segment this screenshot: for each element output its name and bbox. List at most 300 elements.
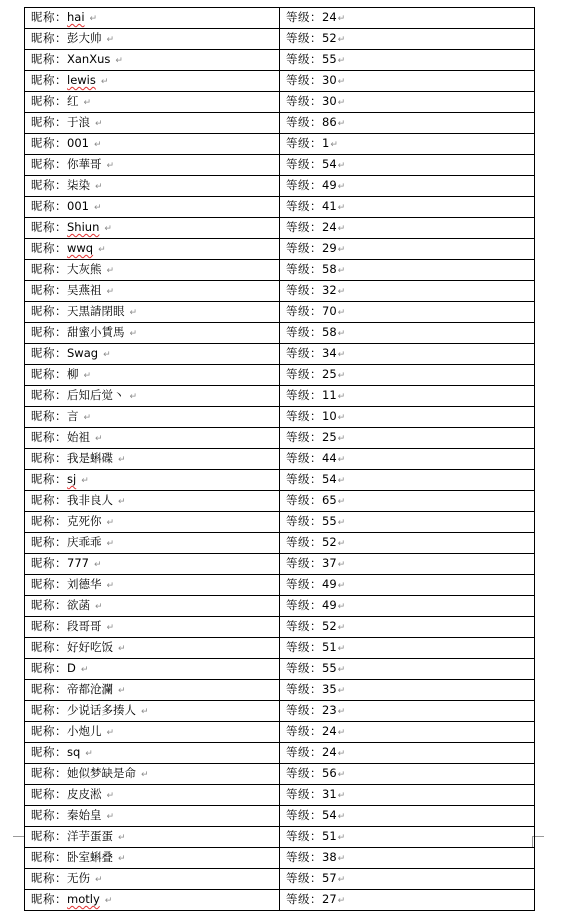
paragraph-mark-icon: ↵ (106, 161, 115, 171)
nickname-value: 吴燕祖 (67, 283, 102, 297)
nickname-cell[interactable] (25, 491, 280, 512)
nickname-label: 昵称： (31, 325, 67, 339)
level-value: 34 (322, 346, 337, 360)
level-cell[interactable] (280, 764, 535, 785)
nickname-value: sj (67, 472, 77, 486)
paragraph-mark-icon: ↵ (106, 539, 115, 549)
level-cell[interactable] (280, 50, 535, 71)
table-row (25, 617, 535, 638)
level-value: 65 (322, 493, 337, 507)
nickname-cell[interactable] (25, 29, 280, 50)
table-row (25, 701, 535, 722)
nickname-cell[interactable] (25, 617, 280, 638)
nickname-label: 昵称： (31, 73, 67, 87)
paragraph-mark-icon: ↵ (337, 812, 346, 822)
crop-mark (13, 836, 24, 837)
level-cell[interactable] (280, 386, 535, 407)
paragraph-mark-icon: ↵ (95, 182, 103, 192)
level-value: 30 (322, 94, 337, 108)
paragraph-mark-icon: ↵ (141, 707, 149, 717)
nickname-label: 昵称： (31, 787, 67, 801)
paragraph-mark-icon: ↵ (106, 581, 115, 591)
paragraph-mark-icon: ↵ (337, 203, 346, 213)
level-cell[interactable] (280, 323, 535, 344)
nickname-cell[interactable] (25, 407, 280, 428)
nickname-cell[interactable] (25, 743, 280, 764)
level-cell[interactable] (280, 512, 535, 533)
player-table (24, 7, 535, 911)
nickname-value: 001 (67, 199, 89, 213)
paragraph-mark-icon: ↵ (118, 455, 126, 465)
nickname-label: 昵称： (31, 871, 67, 885)
table-row (25, 71, 535, 92)
nickname-value: 天黒請閉眼 (67, 304, 125, 318)
table-row (25, 554, 535, 575)
nickname-label: 昵称： (31, 262, 67, 276)
nickname-label: 昵称： (31, 199, 67, 213)
paragraph-mark-icon: ↵ (337, 350, 346, 360)
nickname-label: 昵称： (31, 514, 67, 528)
level-label: 等级： (286, 829, 322, 843)
nickname-cell[interactable] (25, 260, 280, 281)
nickname-value: 柳 (67, 367, 79, 381)
table-row (25, 428, 535, 449)
nickname-cell[interactable] (25, 512, 280, 533)
table-row (25, 470, 535, 491)
level-cell[interactable] (280, 407, 535, 428)
nickname-cell[interactable] (25, 680, 280, 701)
nickname-label: 昵称： (31, 94, 67, 108)
nickname-label: 昵称： (31, 640, 67, 654)
nickname-cell[interactable] (25, 155, 280, 176)
level-label: 等级： (286, 535, 322, 549)
nickname-value: wwq (67, 241, 94, 255)
level-cell[interactable] (280, 575, 535, 596)
level-label: 等级： (286, 577, 322, 591)
level-cell[interactable] (280, 554, 535, 575)
nickname-value: 秦始皇 (67, 808, 102, 822)
paragraph-mark-icon: ↵ (337, 434, 346, 444)
level-label: 等级： (286, 619, 322, 633)
level-cell[interactable] (280, 596, 535, 617)
level-cell[interactable] (280, 827, 535, 848)
table-row (25, 134, 535, 155)
paragraph-mark-icon: ↵ (337, 749, 346, 759)
paragraph-mark-icon: ↵ (81, 476, 89, 486)
level-label: 等级： (286, 514, 322, 528)
nickname-label: 昵称： (31, 31, 67, 45)
level-cell[interactable] (280, 470, 535, 491)
table-row (25, 512, 535, 533)
nickname-value: 段哥哥 (67, 619, 102, 633)
level-label: 等级： (286, 136, 322, 150)
level-cell[interactable] (280, 743, 535, 764)
table-row (25, 596, 535, 617)
level-value: 55 (322, 661, 337, 675)
table-row (25, 638, 535, 659)
paragraph-mark-icon: ↵ (93, 560, 102, 570)
paragraph-mark-icon: ↵ (106, 791, 115, 801)
nickname-label: 昵称： (31, 220, 67, 234)
nickname-cell[interactable] (25, 848, 280, 869)
nickname-cell[interactable] (25, 281, 280, 302)
level-cell[interactable] (280, 71, 535, 92)
level-label: 等级： (286, 598, 322, 612)
nickname-value: 克死你 (67, 514, 102, 528)
nickname-label: 昵称： (31, 724, 67, 738)
nickname-label: 昵称： (31, 850, 67, 864)
level-label: 等级： (286, 682, 322, 696)
table-row (25, 449, 535, 470)
paragraph-mark-icon: ↵ (98, 245, 106, 255)
paragraph-mark-icon: ↵ (337, 539, 346, 549)
nickname-cell[interactable] (25, 71, 280, 92)
nickname-cell[interactable] (25, 701, 280, 722)
nickname-cell[interactable] (25, 92, 280, 113)
paragraph-mark-icon: ↵ (337, 896, 346, 906)
paragraph-mark-icon: ↵ (337, 497, 346, 507)
nickname-value: 卧室蝌叠 (67, 850, 113, 864)
paragraph-mark-icon: ↵ (129, 329, 138, 339)
nickname-cell[interactable] (25, 575, 280, 596)
level-label: 等级： (286, 283, 322, 297)
paragraph-mark-icon: ↵ (104, 224, 112, 234)
table-row (25, 890, 535, 911)
nickname-cell[interactable] (25, 197, 280, 218)
table-row (25, 659, 535, 680)
level-cell[interactable] (280, 29, 535, 50)
level-label: 等级： (286, 262, 322, 276)
level-label: 等级： (286, 220, 322, 234)
level-cell[interactable] (280, 449, 535, 470)
table-row (25, 92, 535, 113)
paragraph-mark-icon: ↵ (106, 623, 115, 633)
paragraph-mark-icon: ↵ (337, 371, 346, 381)
nickname-label: 昵称： (31, 556, 67, 570)
nickname-label: 昵称： (31, 829, 67, 843)
nickname-cell[interactable] (25, 470, 280, 491)
level-label: 等级： (286, 472, 322, 486)
level-value: 54 (322, 157, 337, 171)
level-cell[interactable] (280, 155, 535, 176)
paragraph-mark-icon: ↵ (141, 770, 149, 780)
table-row (25, 260, 535, 281)
nickname-cell[interactable] (25, 764, 280, 785)
nickname-cell[interactable] (25, 890, 280, 911)
nickname-value: 彭大帅 (67, 31, 102, 45)
nickname-cell[interactable] (25, 449, 280, 470)
paragraph-mark-icon: ↵ (95, 602, 103, 612)
table-row (25, 365, 535, 386)
level-value: 38 (322, 850, 337, 864)
level-cell[interactable] (280, 428, 535, 449)
nickname-cell[interactable] (25, 239, 280, 260)
paragraph-mark-icon: ↵ (337, 602, 346, 612)
nickname-cell[interactable] (25, 365, 280, 386)
paragraph-mark-icon: ↵ (337, 791, 346, 801)
nickname-value: XanXus (67, 52, 111, 66)
nickname-cell[interactable] (25, 869, 280, 890)
nickname-value: 帝都沧瀾 (67, 682, 113, 696)
level-cell[interactable] (280, 638, 535, 659)
nickname-cell[interactable] (25, 659, 280, 680)
level-label: 等级： (286, 94, 322, 108)
table-row (25, 323, 535, 344)
nickname-cell[interactable] (25, 113, 280, 134)
nickname-cell[interactable] (25, 638, 280, 659)
nickname-label: 昵称： (31, 745, 67, 759)
level-label: 等级： (286, 325, 322, 339)
level-cell[interactable] (280, 617, 535, 638)
level-value: 24 (322, 724, 337, 738)
nickname-cell[interactable] (25, 533, 280, 554)
nickname-cell[interactable] (25, 344, 280, 365)
paragraph-mark-icon: ↵ (106, 812, 115, 822)
nickname-cell[interactable] (25, 323, 280, 344)
level-value: 49 (322, 598, 337, 612)
level-cell[interactable] (280, 218, 535, 239)
paragraph-mark-icon: ↵ (337, 833, 346, 843)
nickname-value: motly (67, 892, 100, 906)
nickname-value: 洋芋蛋蛋 (67, 829, 113, 843)
nickname-value: 好好吃饭 (67, 640, 113, 654)
paragraph-mark-icon: ↵ (337, 14, 346, 24)
nickname-label: 昵称： (31, 367, 67, 381)
level-value: 70 (322, 304, 337, 318)
paragraph-mark-icon: ↵ (337, 98, 346, 108)
paragraph-mark-icon: ↵ (83, 98, 92, 108)
level-label: 等级： (286, 493, 322, 507)
level-value: 54 (322, 472, 337, 486)
nickname-value: 言 (67, 409, 79, 423)
nickname-cell[interactable] (25, 50, 280, 71)
nickname-cell[interactable] (25, 8, 280, 29)
level-label: 等级： (286, 451, 322, 465)
paragraph-mark-icon: ↵ (89, 14, 98, 24)
nickname-cell[interactable] (25, 386, 280, 407)
level-cell[interactable] (280, 134, 535, 155)
paragraph-mark-icon: ↵ (337, 413, 346, 423)
nickname-label: 昵称： (31, 766, 67, 780)
level-cell[interactable] (280, 785, 535, 806)
table-row (25, 197, 535, 218)
table-row (25, 302, 535, 323)
paragraph-mark-icon: ↵ (337, 644, 346, 654)
level-label: 等级： (286, 10, 322, 24)
paragraph-mark-icon: ↵ (95, 875, 103, 885)
paragraph-mark-icon: ↵ (129, 392, 138, 402)
level-label: 等级： (286, 850, 322, 864)
level-cell[interactable] (280, 533, 535, 554)
nickname-cell[interactable] (25, 428, 280, 449)
level-label: 等级： (286, 430, 322, 444)
level-label: 等级： (286, 556, 322, 570)
level-value: 49 (322, 577, 337, 591)
level-cell[interactable] (280, 239, 535, 260)
nickname-label: 昵称： (31, 388, 67, 402)
table-row (25, 785, 535, 806)
table-row (25, 281, 535, 302)
level-cell[interactable] (280, 197, 535, 218)
nickname-cell[interactable] (25, 596, 280, 617)
paragraph-mark-icon: ↵ (337, 581, 346, 591)
paragraph-mark-icon: ↵ (337, 707, 346, 717)
table-row (25, 743, 535, 764)
paragraph-mark-icon: ↵ (80, 665, 89, 675)
nickname-label: 昵称： (31, 430, 67, 444)
level-value: 32 (322, 283, 337, 297)
level-cell[interactable] (280, 806, 535, 827)
paragraph-mark-icon: ↵ (337, 728, 346, 738)
nickname-label: 昵称： (31, 178, 67, 192)
level-cell[interactable] (280, 281, 535, 302)
paragraph-mark-icon: ↵ (106, 35, 115, 45)
level-value: 51 (322, 640, 337, 654)
table-row (25, 827, 535, 848)
paragraph-mark-icon: ↵ (83, 371, 92, 381)
paragraph-mark-icon: ↵ (337, 665, 346, 675)
nickname-cell[interactable] (25, 785, 280, 806)
nickname-label: 昵称： (31, 682, 67, 696)
nickname-value: 少说话多揍人 (67, 703, 136, 717)
paragraph-mark-icon: ↵ (337, 455, 346, 465)
nickname-value: 甜蜜小賃馬 (67, 325, 125, 339)
level-cell[interactable] (280, 869, 535, 890)
nickname-label: 昵称： (31, 346, 67, 360)
table-row (25, 533, 535, 554)
level-cell[interactable] (280, 176, 535, 197)
nickname-cell[interactable] (25, 218, 280, 239)
paragraph-mark-icon: ↵ (337, 476, 346, 486)
level-label: 等级： (286, 304, 322, 318)
nickname-cell[interactable] (25, 176, 280, 197)
level-cell[interactable] (280, 92, 535, 113)
level-label: 等级： (286, 52, 322, 66)
level-value: 57 (322, 871, 337, 885)
level-value: 55 (322, 514, 337, 528)
level-value: 58 (322, 325, 337, 339)
paragraph-mark-icon: ↵ (337, 224, 346, 234)
nickname-value: 我是蝌碟 (67, 451, 113, 465)
nickname-label: 昵称： (31, 619, 67, 633)
paragraph-mark-icon: ↵ (106, 287, 115, 297)
paragraph-mark-icon: ↵ (337, 686, 346, 696)
nickname-cell[interactable] (25, 722, 280, 743)
level-cell[interactable] (280, 302, 535, 323)
nickname-value: 柒染 (67, 178, 90, 192)
player-table-body (25, 8, 535, 911)
nickname-value: 庆乖乖 (67, 535, 102, 549)
level-label: 等级： (286, 808, 322, 822)
table-row (25, 407, 535, 428)
paragraph-mark-icon: ↵ (118, 686, 126, 696)
nickname-label: 昵称： (31, 304, 67, 318)
level-label: 等级： (286, 640, 322, 654)
level-cell[interactable] (280, 680, 535, 701)
paragraph-mark-icon: ↵ (337, 266, 346, 276)
nickname-value: 001 (67, 136, 89, 150)
nickname-label: 昵称： (31, 892, 67, 906)
nickname-label: 昵称： (31, 472, 67, 486)
table-row (25, 29, 535, 50)
table-row (25, 8, 535, 29)
level-cell[interactable] (280, 491, 535, 512)
level-cell[interactable] (280, 113, 535, 134)
level-label: 等级： (286, 367, 322, 381)
nickname-cell[interactable] (25, 134, 280, 155)
level-label: 等级： (286, 766, 322, 780)
level-value: 55 (322, 52, 337, 66)
paragraph-mark-icon: ↵ (337, 308, 346, 318)
level-value: 24 (322, 10, 337, 24)
level-label: 等级： (286, 703, 322, 717)
paragraph-mark-icon: ↵ (95, 434, 103, 444)
nickname-label: 昵称： (31, 241, 67, 255)
nickname-cell[interactable] (25, 806, 280, 827)
paragraph-mark-icon: ↵ (337, 287, 346, 297)
paragraph-mark-icon: ↵ (100, 77, 109, 87)
paragraph-mark-icon: ↵ (337, 56, 346, 66)
paragraph-mark-icon: ↵ (337, 245, 346, 255)
level-label: 等级： (286, 178, 322, 192)
level-label: 等级： (286, 115, 322, 129)
level-cell[interactable] (280, 8, 535, 29)
nickname-value: Swag (67, 346, 99, 360)
level-cell[interactable] (280, 365, 535, 386)
level-value: 54 (322, 808, 337, 822)
nickname-label: 昵称： (31, 493, 67, 507)
level-cell[interactable] (280, 848, 535, 869)
nickname-label: 昵称： (31, 157, 67, 171)
level-cell[interactable] (280, 722, 535, 743)
table-row (25, 50, 535, 71)
nickname-cell[interactable] (25, 302, 280, 323)
level-label: 等级： (286, 199, 322, 213)
level-cell[interactable] (280, 890, 535, 911)
paragraph-mark-icon: ↵ (337, 182, 346, 192)
level-value: 37 (322, 556, 337, 570)
paragraph-mark-icon: ↵ (118, 497, 126, 507)
level-value: 24 (322, 745, 337, 759)
level-label: 等级： (286, 157, 322, 171)
level-value: 58 (322, 262, 337, 276)
level-label: 等级： (286, 871, 322, 885)
table-row (25, 848, 535, 869)
level-label: 等级： (286, 892, 322, 906)
nickname-value: 于浪 (67, 115, 90, 129)
level-value: 86 (322, 115, 337, 129)
paragraph-mark-icon: ↵ (129, 308, 138, 318)
level-cell[interactable] (280, 701, 535, 722)
nickname-label: 昵称： (31, 703, 67, 717)
nickname-value: Shiun (67, 220, 100, 234)
level-cell[interactable] (280, 659, 535, 680)
nickname-cell[interactable] (25, 827, 280, 848)
level-cell[interactable] (280, 260, 535, 281)
level-cell[interactable] (280, 344, 535, 365)
nickname-value: 欲菡 (67, 598, 90, 612)
nickname-label: 昵称： (31, 808, 67, 822)
level-value: 23 (322, 703, 337, 717)
level-value: 52 (322, 619, 337, 633)
nickname-cell[interactable] (25, 554, 280, 575)
nickname-label: 昵称： (31, 136, 67, 150)
paragraph-mark-icon: ↵ (106, 266, 115, 276)
level-label: 等级： (286, 31, 322, 45)
table-row (25, 386, 535, 407)
level-value: 41 (322, 199, 337, 213)
nickname-label: 昵称： (31, 409, 67, 423)
